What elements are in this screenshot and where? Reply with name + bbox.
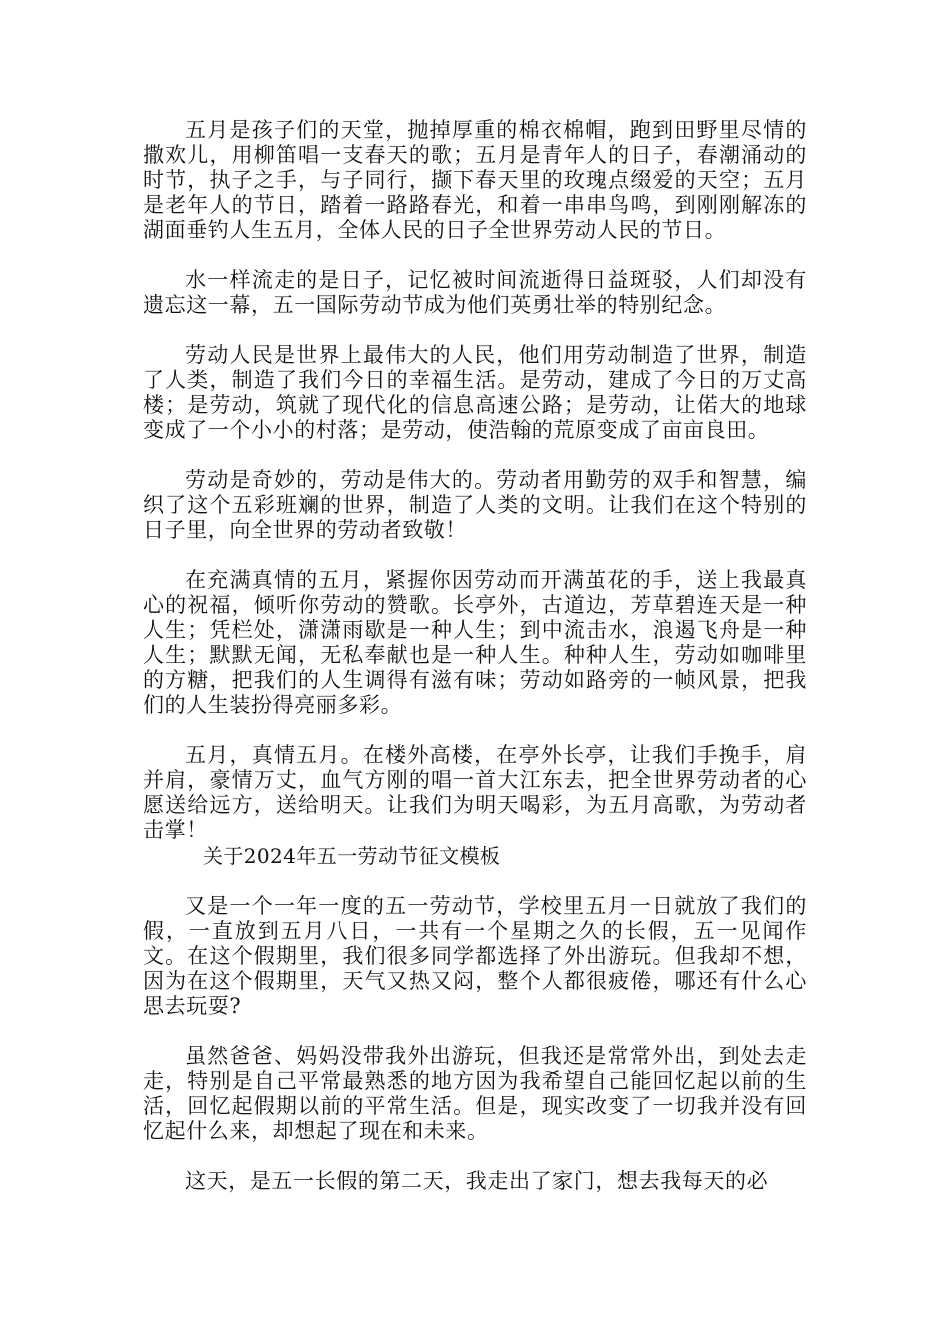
paragraph-2: 水一样流走的是日子，记忆被时间流逝得日益斑驳，人们却没有遗忘这一幕，五一国际劳动节成为他们英勇壮举的特别纪念。 — [143, 268, 807, 317]
paragraph-3: 劳动人民是世界上最伟大的人民，他们用劳动制造了世界，制造了人类，制造了我们今日的幸福生活。是劳动，建成了今日的万丈高楼；是劳动，筑就了现代化的信息高速公路；是劳动，让偌大的地球变成了一个小小的村落；是劳动，使浩翰的荒原变成了亩亩良田。 — [143, 343, 807, 442]
paragraph-1: 五月是孩子们的天堂，抛掉厚重的棉衣棉帽，跑到田野里尽情的撒欢儿，用柳笛唱一支春天的歌；五月是青年人的日子，春潮涌动的时节，执子之手，与子同行，撷下春天里的玫瑰点缀爱的天空；五月是老年人的节日，踏着一路路春光，和着一串串鸟鸣，到刚刚解冻的湖面垂钓人生五月，全体人民的日子全世界劳动人民的节日。 — [143, 118, 807, 242]
paragraph-4: 劳动是奇妙的，劳动是伟大的。劳动者用勤劳的双手和智慧，编织了这个五彩班斓的世界，制造了人类的文明。让我们在这个特别的日子里，向全世界的劳动者致敬！ — [143, 468, 807, 542]
paragraph-6: 五月，真情五月。在楼外高楼，在亭外长亭，让我们手挽手，肩并肩，豪情万丈，血气方刚的唱一首大江东去，把全世界劳动者的心愿送给远方，送给明天。让我们为明天喝彩，为五月高歌，为劳动者击掌！ — [143, 743, 807, 842]
paragraph-5: 在充满真情的五月，紧握你因劳动而开满茧花的手，送上我最真心的祝福，倾听你劳动的赞歌。长亭外，古道边，芳草碧连天是一种人生；凭栏处，潇潇雨歇是一种人生；到中流击水，浪遏飞舟是一种人生；默默无闻，无私奉献也是一种人生。种种人生，劳动如咖啡里的方糖，把我们的人生调得有滋有味；劳动如路旁的一帧风景，把我们的人生装扮得亮丽多彩。 — [143, 568, 807, 717]
paragraph-7: 又是一个一年一度的五一劳动节，学校里五月一日就放了我们的假，一直放到五月八日，一共有一个星期之久的长假，五一见闻作文。在这个假期里，我们很多同学都选择了外出游玩。但我却不想，因为在这个假期里，天气又热又闷，整个人都很疲倦，哪还有什么心思去玩耍? — [143, 894, 807, 1018]
section-title: 关于2024年五一劳动节征文模板 — [203, 844, 501, 868]
paragraph-9: 这天，是五一长假的第二天，我走出了家门，想去我每天的必 — [185, 1169, 769, 1193]
document-body — [143, 118, 807, 1194]
paragraph-8: 虽然爸爸、妈妈没带我外出游玩，但我还是常常外出，到处去走走，特别是自己平常最熟悉的地方因为我希望自己能回忆起以前的生活，回忆起假期以前的平常生活。但是，现实改变了一切我并没有回忆起什么来，却想起了现在和未来。 — [143, 1044, 807, 1143]
